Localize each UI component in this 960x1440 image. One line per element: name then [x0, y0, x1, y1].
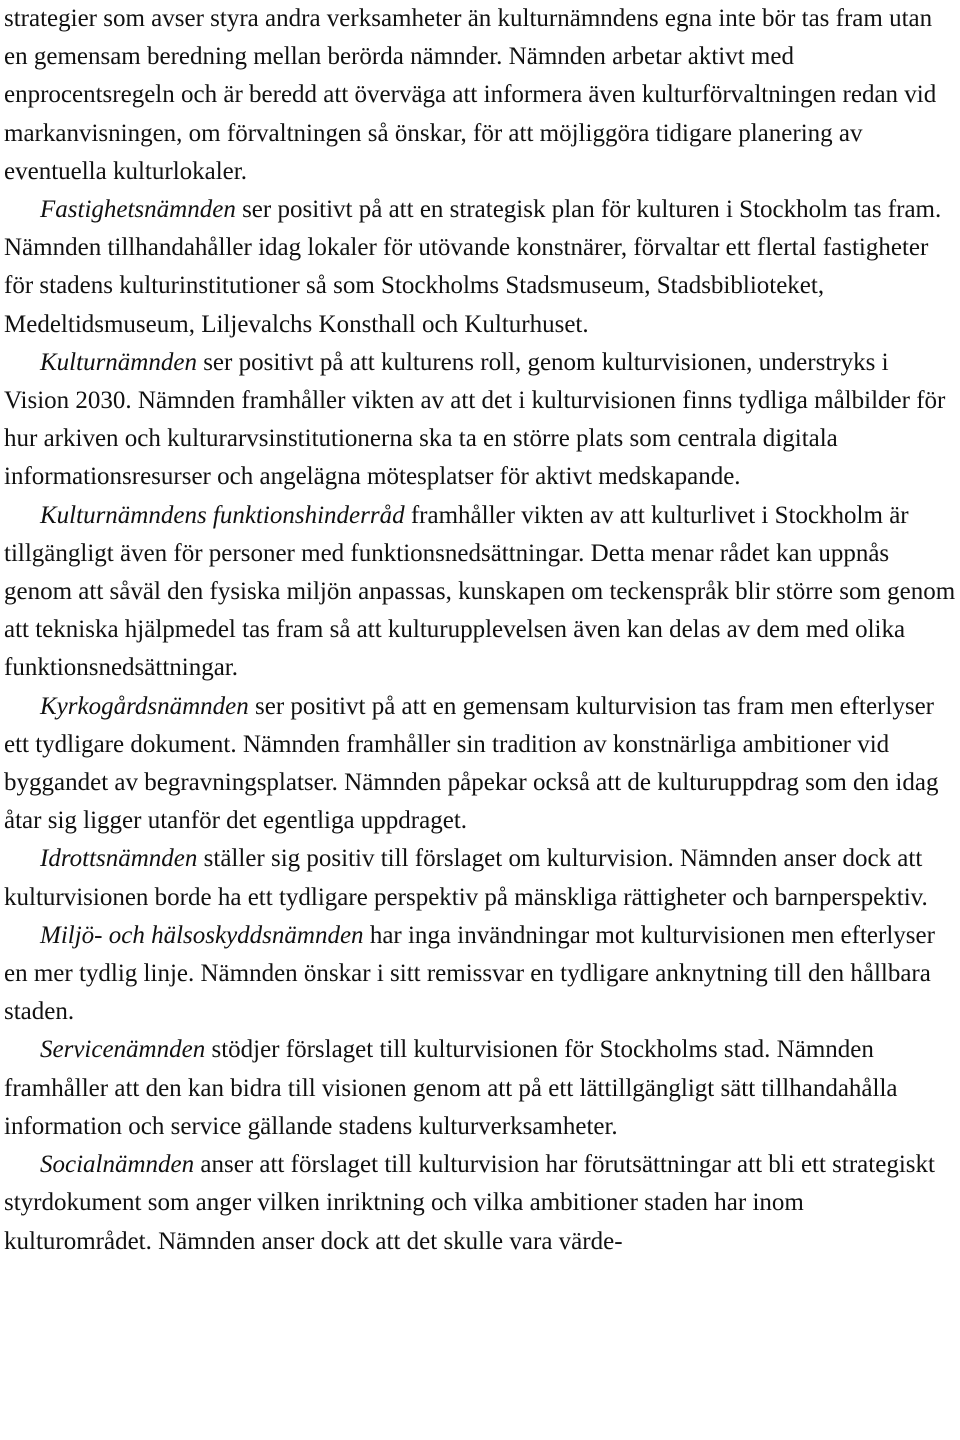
paragraph-2-subject: Fastighetsnämnden — [40, 196, 236, 224]
paragraph-3-text: ser positivt på att kulturens roll, genom kulturvisionen, understryks i Vision 2030. Nämnden framhåller vikten av att det i kulturvisionen finns tydliga målbilder för hur arkiven och kulturarvsinstitutionerna ska ta en större plats som centrala digitala informationsresurser och angelägna mötesplatser för aktivt medskapande. — [4, 348, 946, 491]
paragraph-2-text: ser positivt på att en strategisk plan för kulturen i Stockholm tas fram. Nämnden tillhandahåller idag lokaler för utövande konstnärer, förvaltar ett flertal fastigheter för stadens kulturinstitutioner så som Stockholms Stadsmuseum, Stadsbiblioteket, Medeltidsmuseum, Liljevalchs Konsthall och Kulturhuset. — [4, 196, 942, 338]
paragraph-3-subject: Kulturnämnden — [40, 348, 197, 376]
paragraph-4-text: framhåller vikten av att kulturlivet i Stockholm är tillgängligt även för personer med funktionsnedsättningar. Detta menar rådet kan uppnås genom att såväl den fysiska miljön anpassas, kunskapen om teckenspråk blir större som genom att tekniska hjälpmedel tas fram så att kulturupplevelsen även kan delas av dem med olika funktionsnedsättningar. — [4, 501, 956, 682]
paragraph-7-subject: Miljö- och hälsoskyddsnämnden — [40, 921, 364, 949]
paragraph-6 — [4, 840, 956, 916]
paragraph-8-subject: Servicenämnden — [40, 1036, 206, 1064]
paragraph-1-text: strategier som avser styra andra verksamheter än kulturnämndens egna inte bör tas fram utan en gemensam beredning mellan berörda nämnder. Nämnden arbetar aktivt med enprocentsregeln och är beredd att överväga att informera även kulturförvaltningen redan vid markanvisningen, om förvaltningen så önskar, för att möjliggöra tidigare planering av eventuella kulturlokaler. — [4, 5, 937, 185]
paragraph-4-subject: Kulturnämndens funktionshinderråd — [40, 501, 405, 529]
paragraph-9 — [4, 1146, 956, 1261]
paragraph-6-subject: Idrottsnämnden — [40, 845, 198, 873]
paragraph-1 — [4, 0, 956, 191]
paragraph-9-subject: Socialnämnden — [40, 1151, 195, 1179]
paragraph-9-text: anser att förslaget till kulturvision har förutsättningar att bli ett strategiskt styrdokument som anger vilken inriktning och vilka ambitioner staden har inom kulturområdet. Nämnden anser dock att det skulle vara värde- — [4, 1151, 935, 1255]
paragraph-8 — [4, 1031, 956, 1146]
paragraph-3 — [4, 344, 956, 497]
paragraph-7-text: har inga invändningar mot kulturvisionen men efterlyser en mer tydlig linje. Nämnden önskar i sitt remissvar en tydligare anknytning till den hållbara staden. — [4, 921, 935, 1026]
paragraph-8-text: stödjer förslaget till kulturvisionen för Stockholms stad. Nämnden framhåller att den kan bidra till visionen genom att på ett lättillgängligt sätt tillhandahålla information och service gällande stadens kulturverksamheter. — [4, 1036, 898, 1140]
paragraph-4 — [4, 497, 956, 688]
paragraph-5-subject: Kyrkogårdsnämnden — [40, 692, 249, 720]
paragraph-2 — [4, 191, 956, 344]
paragraph-7 — [4, 917, 956, 1032]
body-text — [4, 0, 956, 1261]
paragraph-5 — [4, 688, 956, 841]
paragraph-6-text: ställer sig positiv till förslaget om kulturvision. Nämnden anser dock att kulturvisionen borde ha ett tydligare perspektiv på mänskliga rättigheter och barnperspektiv. — [4, 845, 928, 911]
paragraph-5-text: ser positivt på att en gemensam kulturvision tas fram men efterlyser ett tydligare dokument. Nämnden framhåller sin tradition av konstnärliga ambitioner vid byggandet av begravningsplatser. Nämnden påpekar också att de kulturuppdrag som den idag åtar sig ligger utanför det egentliga uppdraget. — [4, 692, 939, 835]
